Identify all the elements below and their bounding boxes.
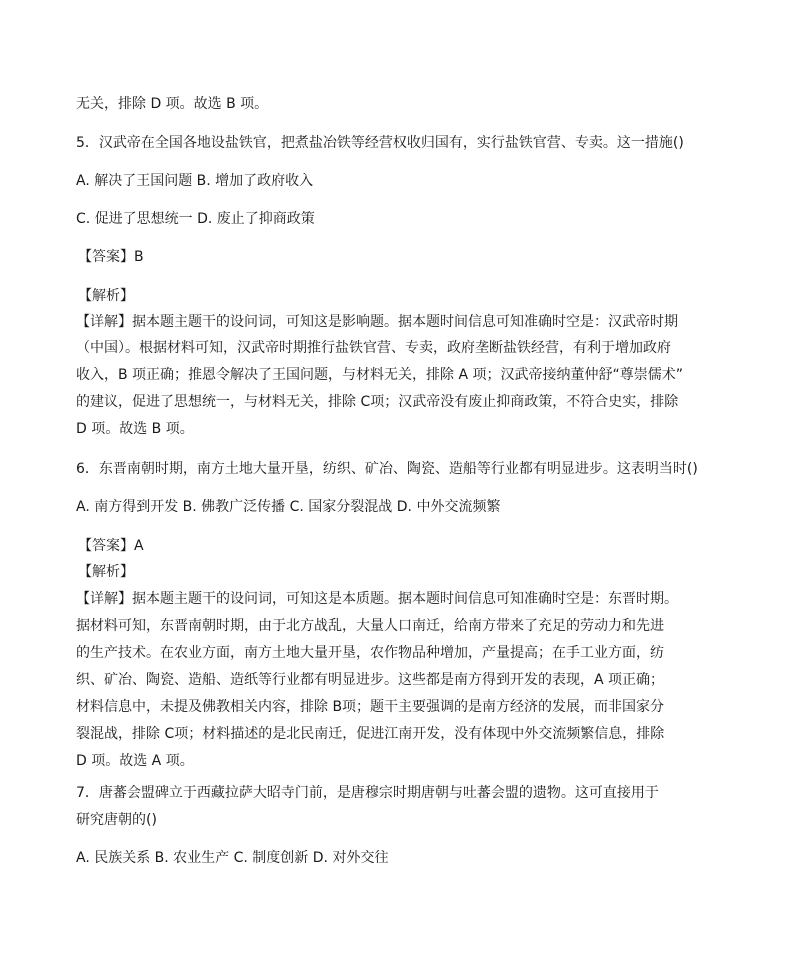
question-6-explanation-line: 【详解】据本题主题干的设问词，可知这是本质题。据本题时间信息可知准确时空是：东晋时期。: [76, 591, 678, 607]
question-5-answer: 【答案】B: [78, 249, 144, 265]
question-5-explanation-line: 【详解】据本题主题干的设问词，可知这是影响题。据本题时间信息可知准确时空是：汉武帝时期: [76, 314, 678, 330]
question-5-analysis-label: 【解析】: [78, 288, 134, 304]
question-6-analysis-label: 【解析】: [78, 564, 134, 580]
question-7-options: A. 民族关系 B. 农业生产 C. 制度创新 D. 对外交往: [76, 850, 389, 866]
question-6-explanation-line: 织、矿冶、陶瓷、造船、造纸等行业都有明显进步。这些都是南方得到开发的表现，A 项正确；: [76, 672, 665, 688]
question-6-explanation-line: 据材料可知，东晋南朝时期，由于北方战乱，大量人口南迁，给南方带来了充足的劳动力和先进: [76, 618, 664, 634]
question-6-explanation-line: 的生产技术。在农业方面，南方土地大量开垦，农作物品种增加，产量提高；在手工业方面，纺: [76, 645, 664, 661]
question-6-explanation-line: 裂混战，排除 C项；材料描述的是北民南迁，促进江南开发，没有体现中外交流频繁信息，排除: [76, 726, 665, 742]
question-5-explanation-line: D 项。故选 B 项。: [76, 421, 194, 437]
question-5-options-ab: A. 解决了王国问题 B. 增加了政府收入: [76, 173, 314, 189]
question-7-stem-line-1: 7．唐蕃会盟碑立于西藏拉萨大昭寺门前，是唐穆宗时期唐朝与吐蕃会盟的遗物。这可直接用于: [76, 785, 659, 801]
question-5-explanation-line: （中国）。根据材料可知，汉武帝时期推行盐铁官营、专卖，政府垄断盐铁经营，有利于增加政府: [76, 340, 671, 356]
question-6-explanation-line: D 项。故选 A 项。: [76, 753, 194, 769]
question-5-stem: 5．汉武帝在全国各地设盐铁官，把煮盐冶铁等经营权收归国有，实行盐铁官营、专卖。这一措施(): [76, 135, 684, 151]
intro-line: 无关，排除 D 项。故选 B 项。: [76, 96, 269, 112]
question-6-stem: 6．东晋南朝时期，南方土地大量开垦，纺织、矿冶、陶瓷、造船等行业都有明显进步。这表明当时(): [76, 461, 698, 477]
question-5-explanation-line: 的建议，促进了思想统一，与材料无关，排除 C项；汉武帝没有废止抑商政策，不符合史实，排除: [76, 394, 679, 410]
question-5-explanation-line: 收入，B 项正确；推恩令解决了王国问题，与材料无关，排除 A 项；汉武帝接纳董仲舒“尊崇儒术”: [76, 367, 684, 383]
question-6-explanation-line: 材料信息中，未提及佛教相关内容，排除 B项；题干主要强调的是南方经济的发展，而非国家分: [76, 699, 665, 715]
question-5-options-cd: C. 促进了思想统一 D. 废止了抑商政策: [76, 211, 315, 227]
question-6-options: A. 南方得到开发 B. 佛教广泛传播 C. 国家分裂混战 D. 中外交流频繁: [76, 499, 501, 515]
question-7-stem-line-2: 研究唐朝的(): [76, 812, 157, 828]
question-6-answer: 【答案】A: [78, 538, 144, 554]
